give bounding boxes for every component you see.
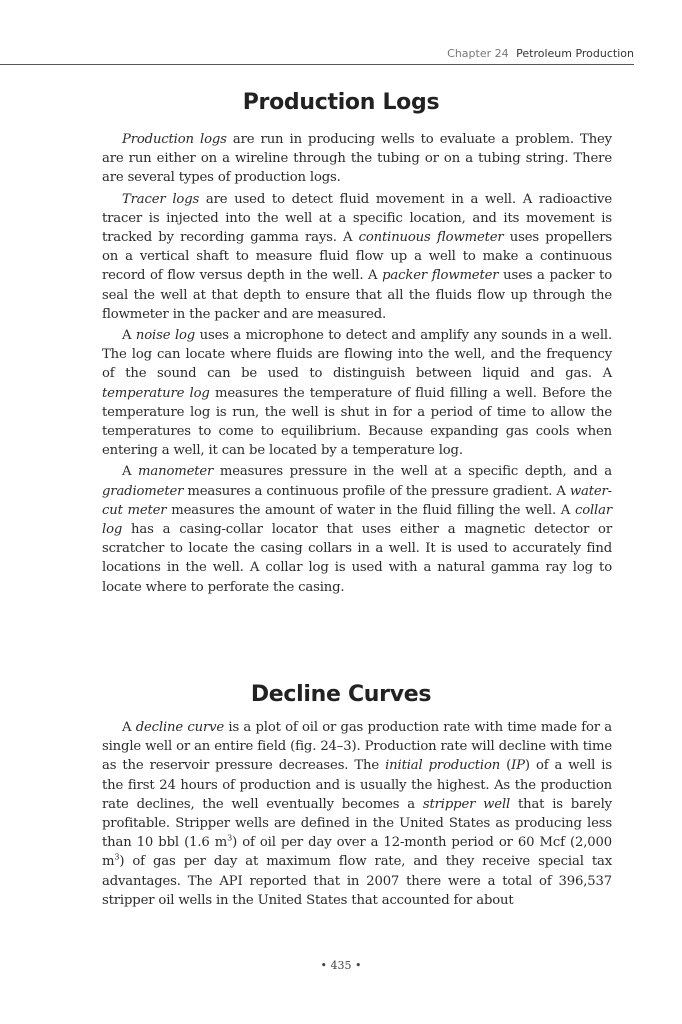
- running-head: [447, 47, 634, 60]
- running-head-title: Petroleum Production: [516, 47, 634, 60]
- italic-term: manometer: [138, 464, 214, 480]
- text-run: has a casing-collar locator that uses either a magnetic detector or scratcher to locate the casing collars in a well. It is used to accurately find locations in the well. A collar log is used with a natural gamma ray log to locate where to perforate the casing.: [102, 522, 612, 595]
- superscript: 3: [114, 853, 120, 863]
- page-number: • 435 •: [320, 959, 362, 972]
- header-rule: [0, 64, 634, 65]
- text-run: measures the temperature of fluid filling a well. Before the temperature log is run, the well is shut in for a period of time to allow the temperatures to come to equilibrium. Because expanding gas cools when entering a well, it can be located by a temperature log.: [102, 385, 612, 459]
- text-run: that is barely profitable. Stripper wells are defined in the United States as producing less than 10 bbl (1.6 m: [102, 796, 612, 851]
- italic-term: collar log: [102, 502, 612, 538]
- text-run: measures a continuous profile of the pressure gradient. A: [183, 483, 570, 499]
- text-run: A: [122, 464, 139, 480]
- italic-term: initial production: [385, 758, 501, 774]
- body-paragraph: [102, 462, 612, 596]
- text-run: ) of oil per day over a 12-month period or 60 Mcf (2,000 m: [102, 835, 612, 870]
- superscript: 3: [227, 833, 233, 843]
- italic-term: temperature log: [102, 385, 210, 401]
- italic-term: decline curve: [135, 720, 225, 735]
- text-run: uses a packer to seal the well at that depth to ensure that all the fluids flow up through the flowmeter in the packer and are measured.: [102, 268, 612, 322]
- section-title-production-logs: Production Logs: [242, 90, 440, 115]
- production-logs-body: [102, 130, 612, 599]
- body-paragraph: [102, 326, 612, 460]
- text-run: are used to detect fluid movement in a well. A radioactive tracer is injected into the well at a specific location, and its movement is tracked by recording gamma rays. A: [102, 191, 612, 246]
- italic-term: Production logs: [122, 132, 227, 147]
- text-run: are run in producing wells to evaluate a problem. They are run either on a wireline through the tubing or on a tubing string. There are several types of production logs.: [102, 132, 612, 186]
- italic-term: gradiometer: [102, 483, 184, 499]
- body-paragraph: [102, 190, 612, 324]
- text-run: (: [500, 758, 512, 774]
- text-run: measures the amount of water in the fluid filling the well. A: [166, 502, 575, 518]
- text-run: uses a microphone to detect and amplify any sounds in a well. The log can locate where fluids are flowing into the well, and the frequency of the sound can be used to distinguish between liquid and gas. A: [102, 328, 612, 382]
- text-run: A: [122, 720, 136, 735]
- italic-term: packer flowmeter: [382, 268, 499, 284]
- body-paragraph: [102, 130, 612, 188]
- running-head-chapter: Chapter 24: [447, 47, 509, 60]
- italic-term: stripper well: [422, 796, 511, 812]
- italic-term: IP: [511, 758, 525, 774]
- italic-term: noise log: [135, 328, 196, 344]
- section-title-decline-curves: Decline Curves: [250, 682, 432, 707]
- text-run: ) of gas per day at maximum flow rate, and they receive special tax advantages. The API reported that in 2007 there were a total of 396,537 stripper oil wells in the United States that accounted for about: [102, 854, 612, 908]
- body-paragraph: [102, 718, 612, 910]
- text-run: measures pressure in the well at a specific depth, and a: [213, 464, 612, 480]
- text-run: uses propellers on a vertical shaft to measure fluid flow up a well to make a continuous record of flow versus depth in the well. A: [102, 230, 612, 284]
- text-run: A: [122, 328, 136, 344]
- decline-curves-body: [102, 718, 612, 912]
- text-run: is a plot of oil or gas production rate with time made for a single well or an entire field (fig. 24–3). Production rate will decline with time as the reservoir pressure decreases. The: [102, 720, 612, 774]
- text-run: ) of a well is the first 24 hours of production and is usually the highest. As the production rate declines, the well eventually becomes a: [102, 758, 612, 812]
- italic-term: continuous flowmeter: [358, 230, 504, 246]
- italic-term: water-cut meter: [102, 483, 612, 518]
- italic-term: Tracer logs: [122, 191, 200, 207]
